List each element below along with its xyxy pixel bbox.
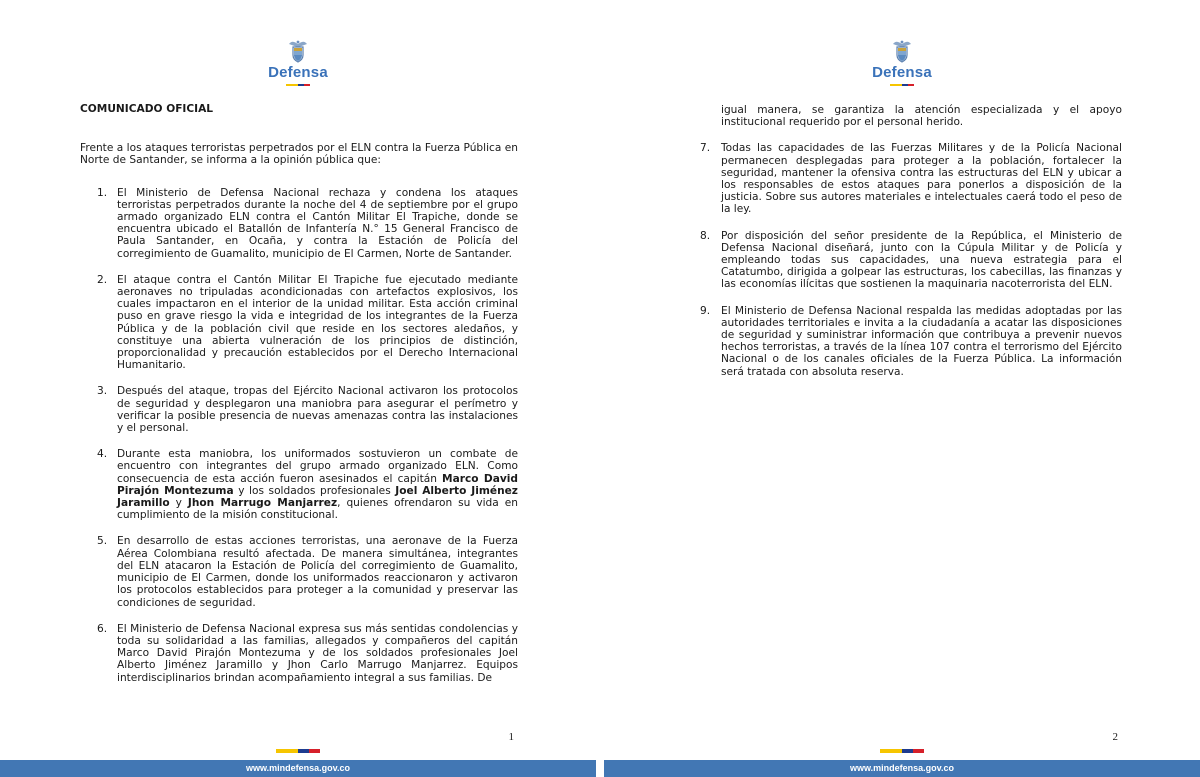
document-title: COMUNICADO OFICIAL <box>80 103 214 115</box>
brand-name: Defensa <box>268 64 328 81</box>
footer-url: www.mindefensa.gov.co <box>0 760 596 777</box>
item-text: Después del ataque, tropas del Ejército Nacional activaron los protocolos de seguridad y desplegaron una maniobra para asegurar el perímetro y verificar la posible presencia de nuevas amenazas contra las instalaciones y el personal. <box>117 385 518 435</box>
list-item <box>80 623 518 684</box>
continued-paragraph: igual manera, se garantiza la atención especializada y el apoyo institucional requerido por el personal herido. <box>721 104 1122 129</box>
item-text: Todas las capacidades de las Fuerzas Militares y de la Policía Nacional permanecen desplegadas para proteger a la población, fortalecer la seguridad, mantener la ofensiva contra las estructuras del ELN y ubicar a los responsables de estos ataques para ponerlos a disposición de la justicia. Sobre sus autores materiales e intelectuales caerá todo el peso de la ley. <box>721 142 1122 216</box>
brand-name: Defensa <box>872 64 932 81</box>
page-number: 2 <box>1112 731 1118 743</box>
statement-list <box>80 187 518 684</box>
page-2-body <box>700 104 1122 392</box>
colombia-flag-stripe <box>604 84 1200 86</box>
defensa-logo <box>604 38 1200 86</box>
intro-paragraph: Frente a los ataques terroristas perpetrados por el ELN contra la Fuerza Pública en Norte de Santander, se informa a la opinión pública que: <box>80 142 518 167</box>
list-item <box>80 187 518 260</box>
item-text: En desarrollo de estas acciones terroristas, una aeronave de la Fuerza Aérea Colombiana resultó afectada. De manera simultánea, integrantes del ELN atacaron la Estación de Policía del corregimiento de Guamalito, municipio de El Carmen, donde los uniformados reaccionaron y activaron los protocolos establecidos para proteger a la comunidad y preservar las condiciones de seguridad. <box>117 535 518 609</box>
document-page-1 <box>0 0 596 777</box>
list-item <box>700 142 1122 215</box>
colombia-flag-stripe <box>0 749 596 753</box>
list-item <box>80 448 518 521</box>
soldier-name: Joel Alberto Jiménez Jaramillo <box>117 484 518 510</box>
item-number: 5. <box>97 535 108 548</box>
item-text: El Ministerio de Defensa Nacional respalda las medidas adoptadas por las autoridades territoriales e invita a la ciudadanía a acatar las disposiciones de seguridad y suministrar información que contribuya a prevenir nuevos hechos terroristas, a través de la línea 107 contra el terrorismo del Ejército Nacional o de los canales oficiales de la Fuerza Pública. La información será tratada con absoluta reserva. <box>721 304 1122 378</box>
list-item <box>80 385 518 434</box>
defensa-logo <box>0 38 596 86</box>
item-number: 1. <box>97 186 108 199</box>
list-item <box>700 230 1122 291</box>
item-text-part: , quienes ofrendaron su vida en cumplimiento de la misión constitucional. <box>117 497 518 522</box>
captain-name: Marco David Pirajón Montezuma <box>117 472 518 497</box>
item-text: Por disposición del señor presidente de la República, el Ministerio de Defensa Nacional diseñará, junto con la Cúpula Militar y de Policía y empleando todas sus capacidades, una nueva estrategia para el Catatumbo, dirigida a golpear las estructuras, los cabecillas, las finanzas y las economías ilícitas que sostienen la maquinaria nacoterrorista del ELN. <box>721 229 1122 291</box>
statement-list <box>700 142 1122 377</box>
coat-of-arms-icon <box>287 38 309 64</box>
item-text: El Ministerio de Defensa Nacional expresa sus más sentidas condolencias y toda su solidaridad a las familias, allegados y compañeros del capitán Marco David Pirajón Montezuma y de los soldados profesionales Joel Alberto Jiménez Jaramillo y Jhon Carlo Marrugo Manjarrez. Equipos interdisciplinarios brindan acompañamiento integral a sus familias. De <box>117 622 518 684</box>
item-text: El Ministerio de Defensa Nacional rechaza y condena los ataques terroristas perpetrados durante la noche del 4 de septiembre por el grupo armado organizado ELN contra el Cantón Militar El Trapiche, donde se encuentra ubicado el Batallón de Infantería N.° 15 General Francisco de Paula Santander, en Ocaña, y contra la Estación de Policía del corregimiento de Guamalito, municipio de El Carmen, Norte de Santander. <box>117 186 518 260</box>
item-text-part: y los soldados profesionales <box>233 484 396 497</box>
page-number: 1 <box>508 731 514 743</box>
footer-url: www.mindefensa.gov.co <box>604 760 1200 777</box>
page-1-body <box>80 103 518 698</box>
colombia-flag-stripe <box>0 84 596 86</box>
soldier-name: Jhon Marrugo Manjarrez <box>187 497 338 510</box>
colombia-flag-stripe <box>604 749 1200 753</box>
item-text-part: Durante esta maniobra, los uniformados sostuvieron un combate de encuentro con integrantes del grupo armado organizado ELN. Como consecuencia de esta acción fueron asesinados el capitán <box>117 448 518 485</box>
item-text-part: y <box>169 497 188 510</box>
coat-of-arms-icon <box>891 38 913 64</box>
item-number: 3. <box>97 385 108 398</box>
item-number: 4. <box>97 448 108 461</box>
item-text: El ataque contra el Cantón Militar El Trapiche fue ejecutado mediante aeronaves no tripuladas acondicionadas con artefactos explosivos, los cuales impactaron en el interior de la unidad militar. Esta acción criminal puso en grave riesgo la vida e integridad de los integrantes de la Fuerza Pública y de la población civil que reside en los sectores aledaños, y constituye una abierta vulneración de los principios de distinción, proporcionalidad y precaución establecidos por el Derecho Internacional Humanitario. <box>117 273 518 372</box>
list-item <box>80 274 518 372</box>
item-number: 6. <box>97 622 108 635</box>
item-number: 2. <box>97 273 108 286</box>
item-number: 9. <box>700 304 711 317</box>
item-number: 8. <box>700 229 711 242</box>
document-page-2 <box>604 0 1200 777</box>
list-item <box>80 535 518 608</box>
item-number: 7. <box>700 142 711 155</box>
list-item <box>700 305 1122 378</box>
